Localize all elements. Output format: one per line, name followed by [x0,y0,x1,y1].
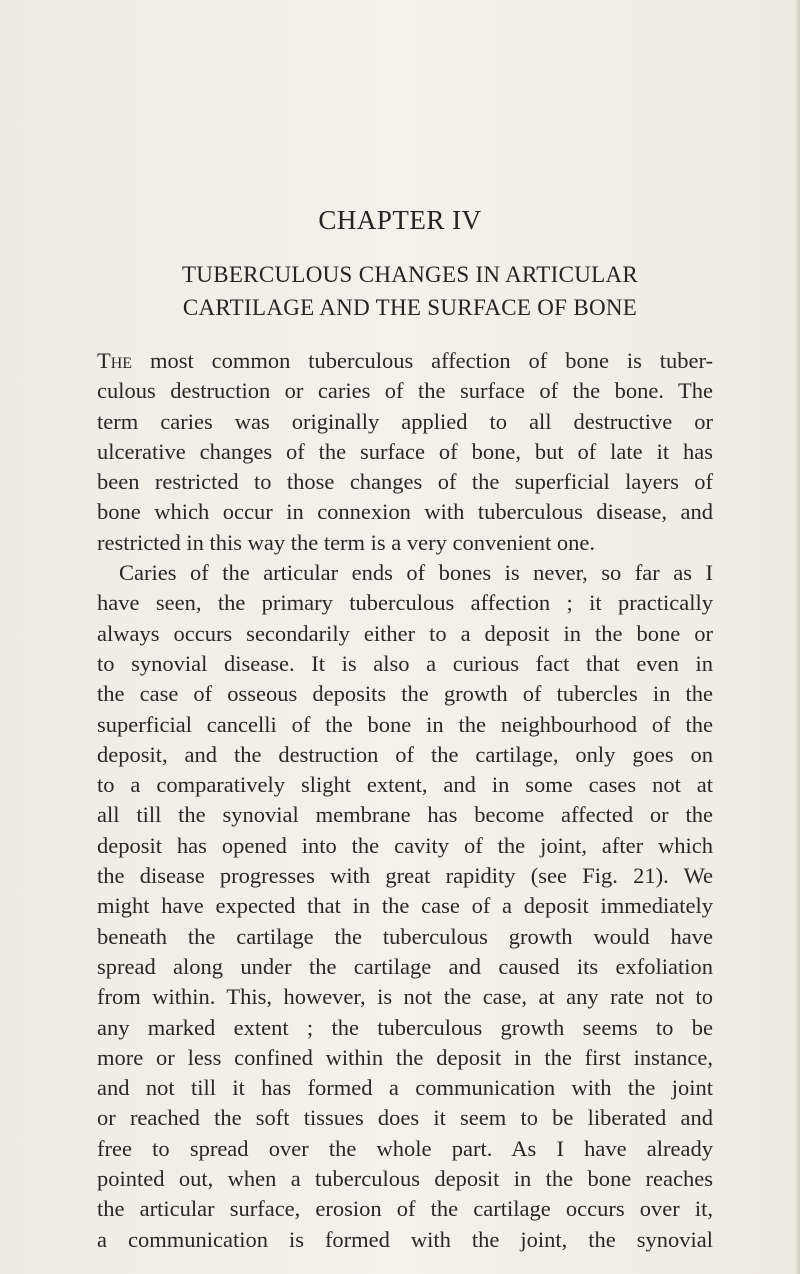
page-edge-shadow [794,0,800,1274]
text-line: and not till it has formed a communication with the joint [97,1075,713,1101]
text-line [97,346,713,376]
text-line: ulcerative changes of the surface of bone, but of late it has [97,438,713,464]
chapter-title-line: CARTILAGE AND THE SURFACE OF BONE [182,295,638,320]
text-line: a communication is formed with the joint, the synovial [97,1226,713,1252]
text-line: deposit has opened into the cavity of the joint, after which [97,832,713,858]
chapter-title [80,258,740,324]
text-line: have seen, the primary tuberculous affection ; it practically [97,590,713,616]
text-line: might have expected that in the case of a deposit immediately [97,893,713,919]
text-line: more or less confined within the deposit in the first instance, [97,1044,713,1070]
text-line: or reached the soft tissues does it seem to be liberated and [97,1105,713,1131]
text-line: always occurs secondarily either to a deposit in the bone or [97,620,713,646]
text-line: beneath the cartilage the tuberculous growth would have [97,923,713,949]
text-line: superficial cancelli of the bone in the neighbourhood of the [97,711,713,737]
text-line: term caries was originally applied to all destructive or [97,408,713,434]
text-line: the disease progresses with great rapidity (see Fig. 21). We [97,863,713,889]
text-line: to a comparatively slight extent, and in some cases not at [97,772,713,798]
text-line: the articular surface, erosion of the cartilage occurs over it, [97,1196,713,1222]
text-line: to synovial disease. It is also a curious fact that even in [97,650,713,676]
text-line: pointed out, when a tuberculous deposit in the bone reaches [97,1166,713,1192]
text-line: any marked extent ; the tuberculous growth seems to be [97,1014,713,1040]
text-line: deposit, and the destruction of the cartilage, only goes on [97,741,713,767]
chapter-heading: CHAPTER IV [318,205,482,235]
text-line: bone which occur in connexion with tuberculous disease, and [97,499,713,525]
lead-word: The [97,348,133,373]
text-line: been restricted to those changes of the superficial layers of [97,469,713,495]
text-line: the case of osseous deposits the growth of tubercles in the [97,681,713,707]
body-text [97,346,713,1255]
text-line: Caries of the articular ends of bones is never, so far as I [119,560,713,586]
chapter-title-line: TUBERCULOUS CHANGES IN ARTICULAR [181,262,639,287]
text-line: culous destruction or caries of the surface of the bone. The [97,378,713,404]
text-line-rest: most common tuberculous affection of bone is tuber- [132,348,713,373]
text-line: from within. This, however, is not the case, at any rate not to [97,984,713,1010]
text-line: restricted in this way the term is a very convenient one. [97,529,595,555]
text-line: free to spread over the whole part. As I have already [97,1135,713,1161]
text-line: all till the synovial membrane has become affected or the [97,802,713,828]
text-line: spread along under the cartilage and caused its exfoliation [97,953,713,979]
